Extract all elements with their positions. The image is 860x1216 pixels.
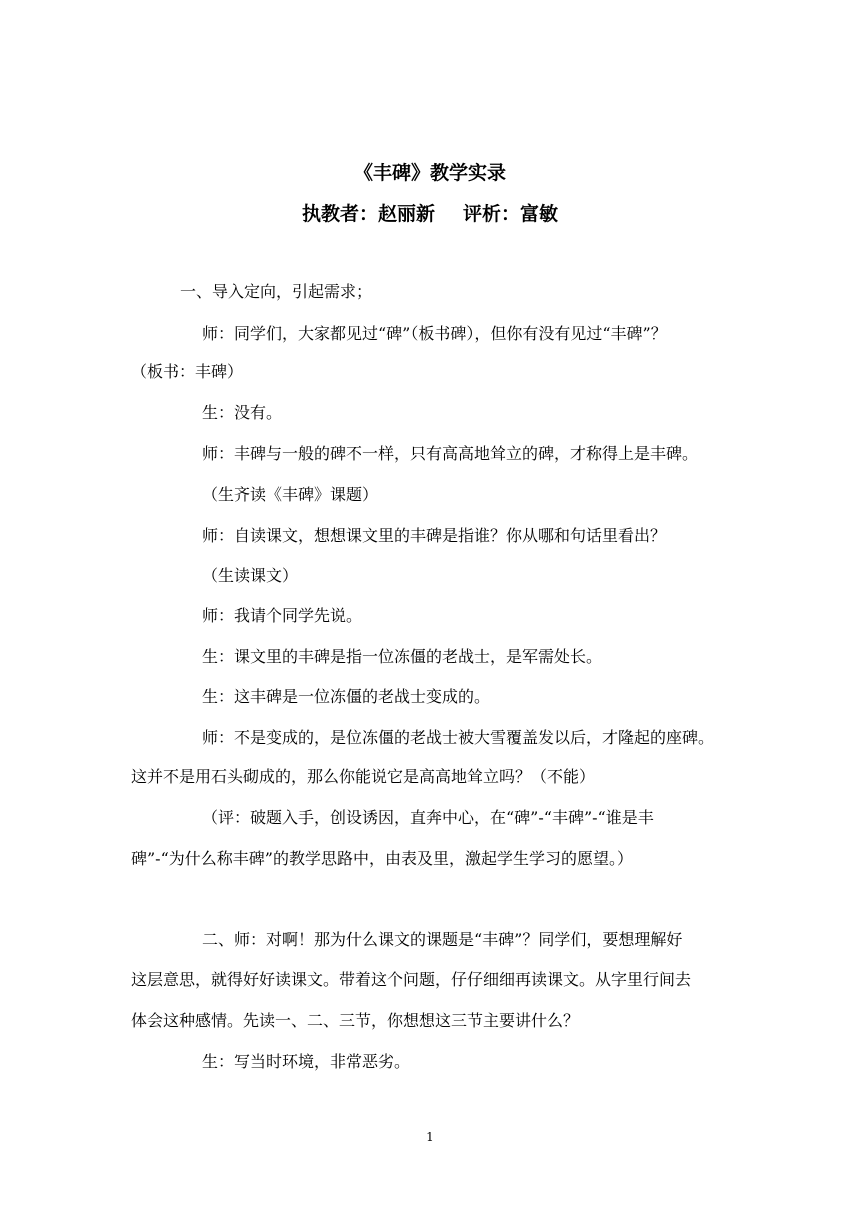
section-heading-2: 二、师：对啊！那为什么课文的课题是“丰碑”？同学们，要想理解好 [202, 930, 683, 949]
paragraph-line: （生齐读《丰碑》课题） [202, 485, 379, 504]
paragraph-line: 这并不是用石头砌成的，那么你能说它是高高地耸立吗？（不能） [131, 767, 596, 786]
teacher-credit: 执教者：赵丽新 [301, 203, 435, 225]
paragraph-line: 生：没有。 [202, 403, 283, 422]
paragraph-line: 生：写当时环境，非常恶劣。 [202, 1052, 411, 1071]
paragraph-line: 生：这丰碑是一位冻僵的老战士变成的。 [202, 687, 491, 706]
reviewer-credit: 评析：富敏 [463, 203, 559, 225]
review-comment-line: （评：破题入手，创设诱因，直奔中心，在“碑”-“丰碑”-“谁是丰 [202, 808, 654, 827]
document-byline [0, 199, 860, 226]
page-number: 1 [426, 1130, 434, 1144]
paragraph-line: 生：课文里的丰碑是指一位冻僵的老战士，是军需处长。 [202, 647, 603, 666]
paragraph-line: 师：我请个同学先说。 [202, 606, 363, 625]
paragraph-line: 师：不是变成的，是位冻僵的老战士被大雪覆盖发以后，才隆起的座碑。 [202, 728, 715, 747]
paragraph-line: 师：自读课文，想想课文里的丰碑是指谁？你从哪和句话里看出？ [202, 526, 667, 545]
document-title: 《丰碑》教学实录 [353, 162, 506, 184]
paragraph-line: （生读课文） [202, 566, 299, 585]
review-comment-line: 碑”-“为什么称丰碑”的教学思路中，由表及里，激起学生学习的愿望。） [131, 849, 633, 868]
paragraph-line: （板书：丰碑） [131, 362, 244, 381]
section-heading-1: 一、导入定向，引起需求； [180, 282, 373, 301]
paragraph-line: 体会这种感情。先读一、二、三节，你想想这三节主要讲什么？ [131, 1011, 580, 1030]
paragraph-line: 这层意思，就得好好读课文。带着这个问题，仔仔细细再读课文。从字里行间去 [131, 970, 692, 989]
paragraph-line: 师：同学们，大家都见过“碑”（板书碑），但你有没有见过“丰碑”？ [202, 324, 667, 343]
paragraph-line: 师：丰碑与一般的碑不一样，只有高高地耸立的碑，才称得上是丰碑。 [202, 444, 699, 463]
